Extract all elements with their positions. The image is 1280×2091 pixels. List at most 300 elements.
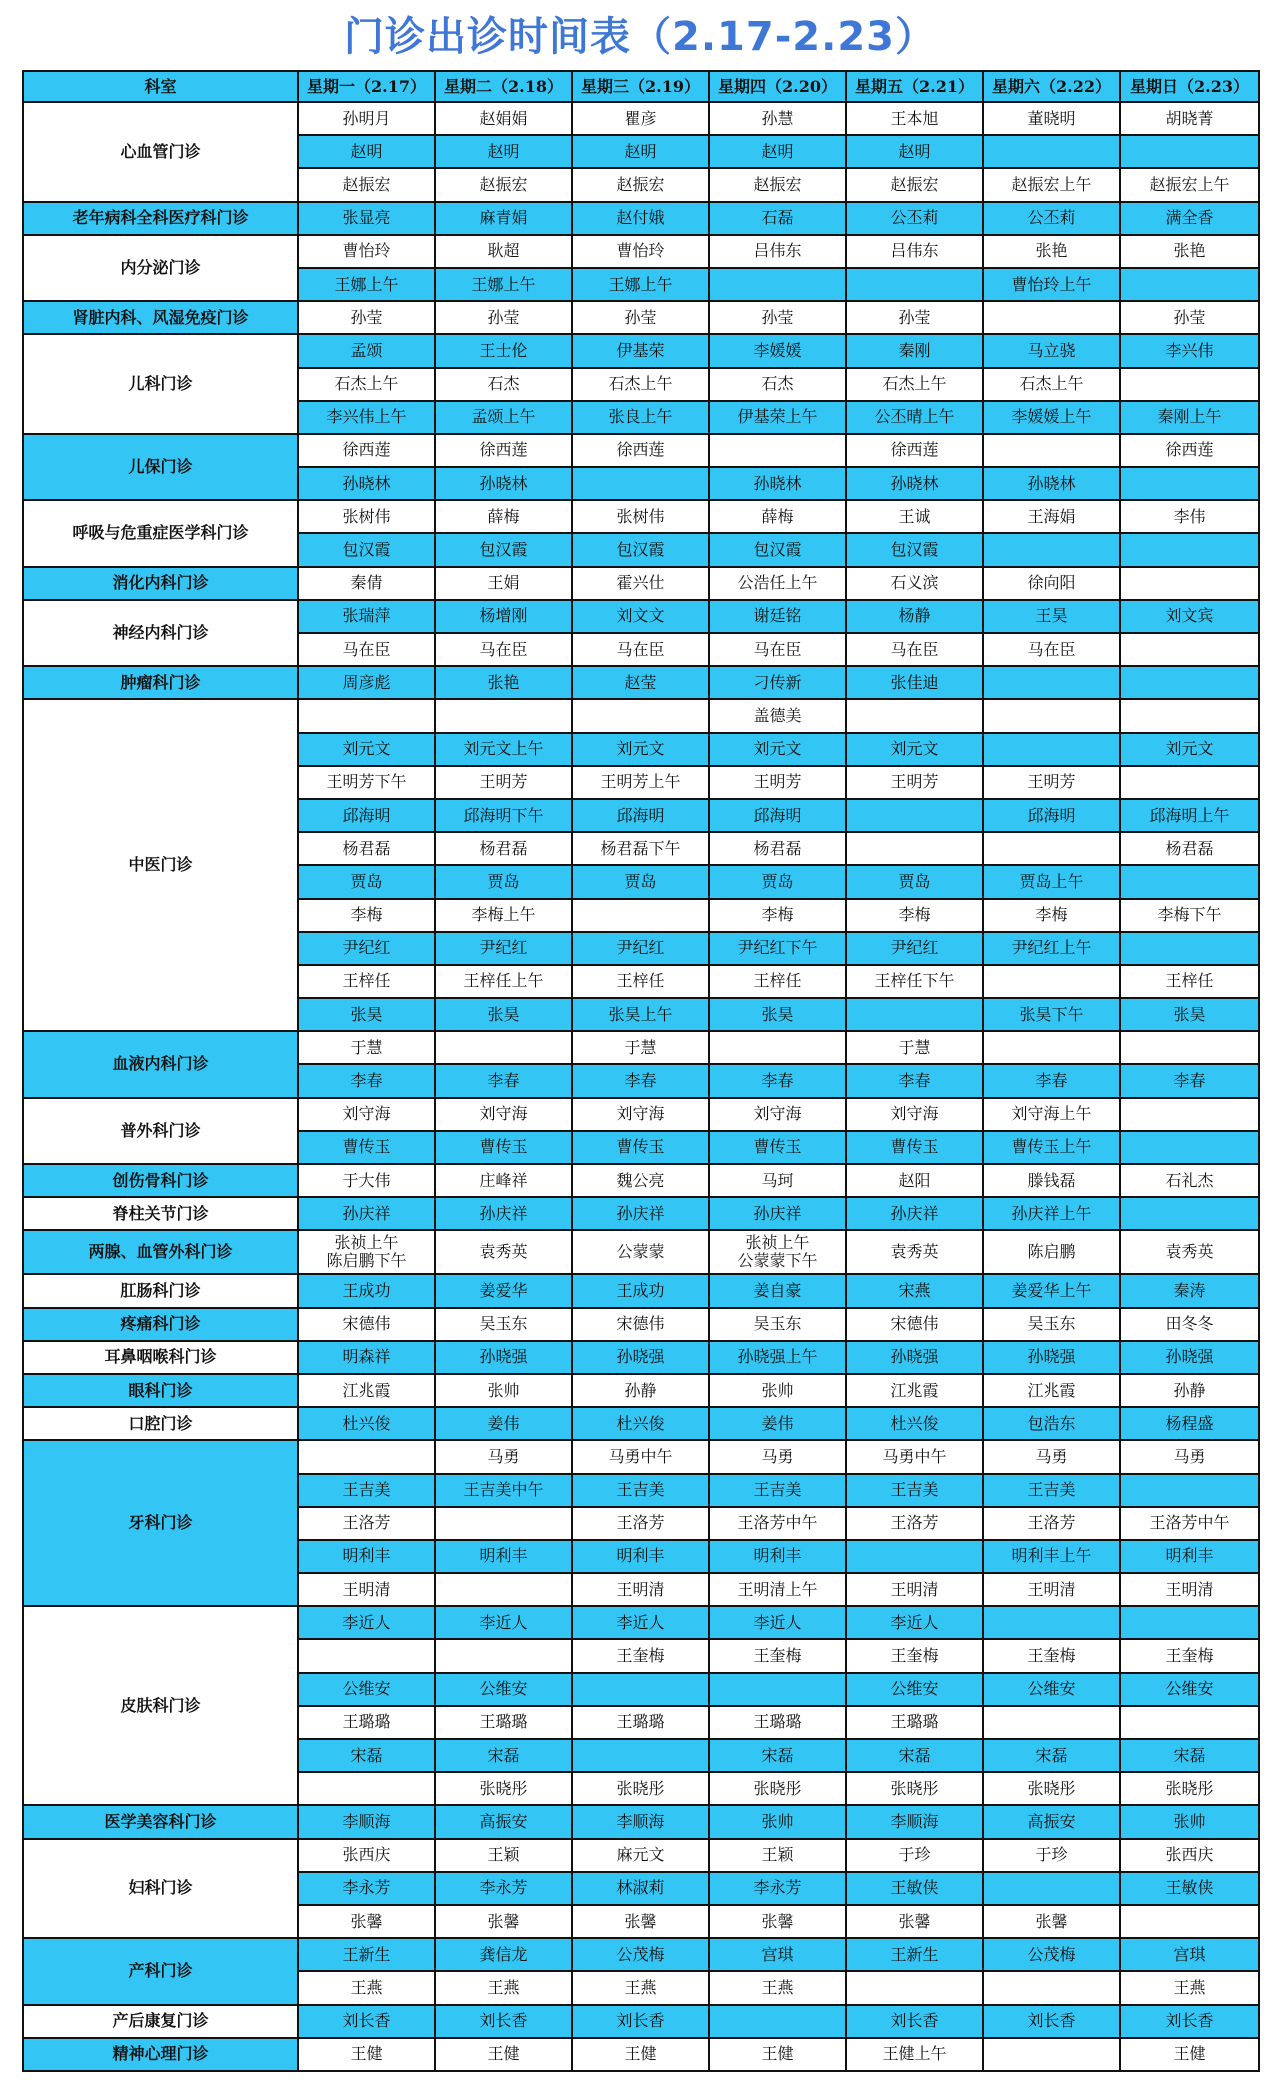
schedule-cell: 张显亮 xyxy=(298,202,435,235)
schedule-cell xyxy=(709,268,846,301)
schedule-cell: 孙莹 xyxy=(298,301,435,334)
schedule-cell: 王娜上午 xyxy=(435,268,572,301)
schedule-cell: 王明清 xyxy=(846,1573,983,1606)
schedule-cell: 李兴伟 xyxy=(1120,334,1259,367)
schedule-cell: 刘守海上午 xyxy=(983,1098,1120,1131)
schedule-cell: 明利丰 xyxy=(435,1540,572,1573)
schedule-cell: 宋磊 xyxy=(435,1739,572,1772)
schedule-cell: 刘文文 xyxy=(572,600,709,633)
schedule-cell: 王奎梅 xyxy=(983,1639,1120,1672)
schedule-cell: 尹纪红 xyxy=(298,932,435,965)
schedule-cell: 公茂梅 xyxy=(983,1938,1120,1971)
schedule-cell: 张昊上午 xyxy=(572,998,709,1031)
schedule-cell: 王昊 xyxy=(983,600,1120,633)
schedule-cell: 王娜上午 xyxy=(298,268,435,301)
schedule-cell xyxy=(435,699,572,732)
header-saturday: 星期六（2.22） xyxy=(983,71,1120,102)
schedule-cell: 宋德伟 xyxy=(298,1308,435,1341)
schedule-cell: 孙庆祥 xyxy=(709,1197,846,1230)
department-name: 疼痛科门诊 xyxy=(23,1308,298,1341)
schedule-cell: 邱海明 xyxy=(709,799,846,832)
schedule-cell: 于大伟 xyxy=(298,1164,435,1197)
schedule-cell: 王成功 xyxy=(572,1274,709,1307)
schedule-cell: 马在臣 xyxy=(709,633,846,666)
schedule-cell: 公维安 xyxy=(435,1673,572,1706)
schedule-cell: 张艳 xyxy=(983,235,1120,268)
schedule-cell: 邱海明上午 xyxy=(1120,799,1259,832)
schedule-cell: 赵振宏 xyxy=(298,168,435,201)
schedule-cell: 宋德伟 xyxy=(846,1308,983,1341)
schedule-cell: 石杰 xyxy=(435,368,572,401)
schedule-cell: 徐西莲 xyxy=(572,434,709,467)
schedule-cell: 王明芳上午 xyxy=(572,766,709,799)
header-monday: 星期一（2.17） xyxy=(298,71,435,102)
schedule-cell xyxy=(983,1606,1120,1639)
schedule-cell: 李梅上午 xyxy=(435,899,572,932)
header-wednesday: 星期三（2.19） xyxy=(572,71,709,102)
schedule-cell: 张帅 xyxy=(709,1805,846,1838)
schedule-cell: 谢廷铭 xyxy=(709,600,846,633)
schedule-cell: 刘长香 xyxy=(1120,2005,1259,2038)
schedule-cell: 包汉霞 xyxy=(298,533,435,566)
schedule-cell xyxy=(435,1573,572,1606)
schedule-cell: 于慧 xyxy=(298,1031,435,1064)
schedule-cell xyxy=(572,467,709,500)
schedule-cell: 明利丰 xyxy=(572,1540,709,1573)
schedule-cell: 王洛芳 xyxy=(298,1507,435,1540)
schedule-cell xyxy=(1120,1606,1259,1639)
schedule-cell: 杜兴俊 xyxy=(572,1407,709,1440)
schedule-cell: 宫琪 xyxy=(709,1938,846,1971)
schedule-cell: 孙庆祥上午 xyxy=(983,1197,1120,1230)
schedule-cell: 袁秀英 xyxy=(1120,1230,1259,1274)
schedule-cell: 孙庆祥 xyxy=(298,1197,435,1230)
schedule-cell: 石杰上午 xyxy=(983,368,1120,401)
table-row xyxy=(23,1440,1259,1473)
schedule-cell: 王璐璐 xyxy=(846,1706,983,1739)
schedule-cell xyxy=(1120,1131,1259,1164)
schedule-cell xyxy=(1120,1031,1259,1064)
schedule-cell: 张馨 xyxy=(709,1905,846,1938)
schedule-cell: 张晓彤 xyxy=(709,1772,846,1805)
schedule-cell xyxy=(1120,1474,1259,1507)
schedule-cell: 公丕莉 xyxy=(846,202,983,235)
schedule-cell: 麻青娟 xyxy=(435,202,572,235)
table-row xyxy=(23,1308,1259,1341)
department-name: 心血管门诊 xyxy=(23,102,298,202)
schedule-cell: 赵明 xyxy=(709,135,846,168)
schedule-cell xyxy=(1120,633,1259,666)
schedule-cell: 赵振宏 xyxy=(846,168,983,201)
schedule-cell xyxy=(983,965,1120,998)
department-name: 血液内科门诊 xyxy=(23,1031,298,1097)
schedule-cell: 李永芳 xyxy=(709,1872,846,1905)
schedule-cell: 石磊 xyxy=(709,202,846,235)
schedule-cell: 孟颂上午 xyxy=(435,401,572,434)
schedule-cell: 李春 xyxy=(1120,1064,1259,1097)
table-row xyxy=(23,1938,1259,1971)
schedule-cell xyxy=(1120,766,1259,799)
schedule-cell: 孙莹 xyxy=(572,301,709,334)
schedule-cell xyxy=(1120,368,1259,401)
schedule-cell: 赵明 xyxy=(435,135,572,168)
schedule-cell: 王明芳 xyxy=(846,766,983,799)
schedule-cell: 王敏侠 xyxy=(1120,1872,1259,1905)
schedule-cell: 李近人 xyxy=(435,1606,572,1639)
schedule-cell: 明利丰 xyxy=(298,1540,435,1573)
schedule-cell: 马珂 xyxy=(709,1164,846,1197)
schedule-cell: 公维安 xyxy=(983,1673,1120,1706)
schedule-cell: 王梓任上午 xyxy=(435,965,572,998)
schedule-cell: 王颖 xyxy=(709,1839,846,1872)
schedule-cell: 张良上午 xyxy=(572,401,709,434)
schedule-cell: 公维安 xyxy=(846,1673,983,1706)
schedule-cell: 赵付娥 xyxy=(572,202,709,235)
schedule-cell xyxy=(298,1772,435,1805)
schedule-cell: 李春 xyxy=(983,1064,1120,1097)
schedule-cell xyxy=(846,268,983,301)
schedule-cell xyxy=(983,1706,1120,1739)
schedule-cell: 李永芳 xyxy=(298,1872,435,1905)
schedule-cell: 孙晓林 xyxy=(709,467,846,500)
schedule-cell: 张馨 xyxy=(572,1905,709,1938)
table-row xyxy=(23,600,1259,633)
table-row xyxy=(23,1274,1259,1307)
schedule-cell: 林淑莉 xyxy=(572,1872,709,1905)
schedule-cell xyxy=(298,1440,435,1473)
schedule-cell xyxy=(1120,533,1259,566)
schedule-cell xyxy=(1120,135,1259,168)
schedule-cell: 王洛芳 xyxy=(572,1507,709,1540)
schedule-cell: 王新生 xyxy=(846,1938,983,1971)
schedule-cell: 马在臣 xyxy=(572,633,709,666)
schedule-cell xyxy=(983,1872,1120,1905)
department-name: 耳鼻咽喉科门诊 xyxy=(23,1341,298,1374)
schedule-cell: 赵莹 xyxy=(572,666,709,699)
schedule-cell: 包汉霞 xyxy=(435,533,572,566)
schedule-cell xyxy=(983,135,1120,168)
schedule-cell: 李兴伟上午 xyxy=(298,401,435,434)
schedule-cell: 王奎梅 xyxy=(572,1639,709,1672)
schedule-cell: 秦涛 xyxy=(1120,1274,1259,1307)
schedule-cell xyxy=(983,666,1120,699)
schedule-cell: 孙庆祥 xyxy=(435,1197,572,1230)
schedule-cell: 王奎梅 xyxy=(709,1639,846,1672)
schedule-cell: 张馨 xyxy=(298,1905,435,1938)
page-title: 门诊出诊时间表（2.17-2.23） xyxy=(344,14,936,60)
schedule-cell xyxy=(983,434,1120,467)
schedule-cell: 孙静 xyxy=(1120,1374,1259,1407)
schedule-cell: 张树伟 xyxy=(572,500,709,533)
schedule-cell: 王明芳 xyxy=(435,766,572,799)
schedule-cell: 王明清 xyxy=(298,1573,435,1606)
schedule-cell: 耿超 xyxy=(435,235,572,268)
schedule-cell xyxy=(1120,932,1259,965)
schedule-cell: 麻元文 xyxy=(572,1839,709,1872)
schedule-cell xyxy=(846,1971,983,2004)
schedule-cell: 江兆霞 xyxy=(983,1374,1120,1407)
schedule-cell: 李媛媛上午 xyxy=(983,401,1120,434)
schedule-cell: 王梓任 xyxy=(1120,965,1259,998)
schedule-cell xyxy=(846,799,983,832)
schedule-cell: 袁秀英 xyxy=(846,1230,983,1274)
schedule-cell: 张昊 xyxy=(1120,998,1259,1031)
schedule-cell: 张艳 xyxy=(435,666,572,699)
schedule-cell: 王燕 xyxy=(298,1971,435,2004)
table-row xyxy=(23,1341,1259,1374)
table-row xyxy=(23,2005,1259,2038)
schedule-cell xyxy=(572,899,709,932)
schedule-cell: 刘守海 xyxy=(846,1098,983,1131)
schedule-cell xyxy=(298,699,435,732)
schedule-cell: 徐向阳 xyxy=(983,567,1120,600)
schedule-cell: 王燕 xyxy=(709,1971,846,2004)
schedule-cell: 邱海明 xyxy=(983,799,1120,832)
schedule-cell: 王洛芳中午 xyxy=(1120,1507,1259,1540)
header-friday: 星期五（2.21） xyxy=(846,71,983,102)
schedule-cell: 孙明月 xyxy=(298,102,435,135)
schedule-cell: 宋燕 xyxy=(846,1274,983,1307)
schedule-cell: 石义滨 xyxy=(846,567,983,600)
schedule-cell: 杜兴俊 xyxy=(298,1407,435,1440)
schedule-cell: 邱海明下午 xyxy=(435,799,572,832)
schedule-cell: 李顺海 xyxy=(298,1805,435,1838)
schedule-cell: 姜伟 xyxy=(435,1407,572,1440)
schedule-cell: 张昊 xyxy=(435,998,572,1031)
schedule-cell: 马勇中午 xyxy=(572,1440,709,1473)
schedule-cell xyxy=(983,699,1120,732)
schedule-cell: 贾岛 xyxy=(709,865,846,898)
schedule-table xyxy=(22,70,1260,2072)
schedule-cell: 徐西莲 xyxy=(846,434,983,467)
header-row xyxy=(23,71,1259,102)
schedule-cell: 刘长香 xyxy=(846,2005,983,2038)
schedule-cell: 邱海明 xyxy=(298,799,435,832)
schedule-cell: 张馨 xyxy=(983,1905,1120,1938)
schedule-cell: 王吉美 xyxy=(572,1474,709,1507)
schedule-cell: 于珍 xyxy=(846,1839,983,1872)
schedule-cell xyxy=(1120,467,1259,500)
schedule-cell: 吕伟东 xyxy=(709,235,846,268)
table-row xyxy=(23,666,1259,699)
schedule-cell: 公维安 xyxy=(298,1673,435,1706)
schedule-cell: 赵阳 xyxy=(846,1164,983,1197)
schedule-cell: 魏公亮 xyxy=(572,1164,709,1197)
schedule-cell: 孙静 xyxy=(572,1374,709,1407)
schedule-cell: 刘守海 xyxy=(298,1098,435,1131)
department-name: 两腺、血管外科门诊 xyxy=(23,1230,298,1274)
schedule-cell: 杨程盛 xyxy=(1120,1407,1259,1440)
schedule-cell: 李媛媛 xyxy=(709,334,846,367)
schedule-cell: 高振安 xyxy=(983,1805,1120,1838)
schedule-cell: 包汉霞 xyxy=(846,533,983,566)
schedule-cell: 张树伟 xyxy=(298,500,435,533)
schedule-cell: 尹纪红 xyxy=(572,932,709,965)
schedule-cell: 张祯上午 公蒙蒙下午 xyxy=(709,1230,846,1274)
schedule-cell: 马勇 xyxy=(1120,1440,1259,1473)
schedule-cell xyxy=(983,832,1120,865)
schedule-cell: 瞿彦 xyxy=(572,102,709,135)
table-row xyxy=(23,235,1259,268)
department-name: 普外科门诊 xyxy=(23,1098,298,1164)
schedule-cell: 刘长香 xyxy=(572,2005,709,2038)
schedule-cell: 曹怡玲上午 xyxy=(983,268,1120,301)
schedule-cell: 王梓任下午 xyxy=(846,965,983,998)
schedule-cell: 王璐璐 xyxy=(435,1706,572,1739)
schedule-cell: 吴玉东 xyxy=(709,1308,846,1341)
schedule-cell xyxy=(983,2038,1120,2071)
table-row xyxy=(23,334,1259,367)
schedule-cell xyxy=(846,832,983,865)
schedule-cell: 张艳 xyxy=(1120,235,1259,268)
schedule-cell: 马勇 xyxy=(709,1440,846,1473)
schedule-cell: 马勇 xyxy=(983,1440,1120,1473)
schedule-cell: 杨增刚 xyxy=(435,600,572,633)
schedule-cell: 马在臣 xyxy=(983,633,1120,666)
schedule-cell: 刘元文 xyxy=(709,733,846,766)
schedule-cell: 宋磊 xyxy=(846,1739,983,1772)
schedule-cell: 王明芳 xyxy=(983,766,1120,799)
schedule-cell: 刘文宾 xyxy=(1120,600,1259,633)
schedule-cell: 赵振宏上午 xyxy=(983,168,1120,201)
schedule-cell: 赵振宏 xyxy=(572,168,709,201)
schedule-cell: 吴玉东 xyxy=(435,1308,572,1341)
department-name: 眼科门诊 xyxy=(23,1374,298,1407)
schedule-cell: 孙庆祥 xyxy=(846,1197,983,1230)
schedule-cell: 王明芳 xyxy=(709,766,846,799)
schedule-cell: 杨君磊 xyxy=(298,832,435,865)
schedule-cell: 孙晓林 xyxy=(983,467,1120,500)
schedule-cell: 王明芳下午 xyxy=(298,766,435,799)
department-name: 产科门诊 xyxy=(23,1938,298,2004)
schedule-cell: 姜爱华上午 xyxy=(983,1274,1120,1307)
schedule-cell xyxy=(846,699,983,732)
schedule-cell: 王梓任 xyxy=(298,965,435,998)
schedule-cell: 公丕晴上午 xyxy=(846,401,983,434)
schedule-cell: 明利丰 xyxy=(1120,1540,1259,1573)
schedule-cell: 张馨 xyxy=(435,1905,572,1938)
schedule-cell: 孙晓强上午 xyxy=(709,1341,846,1374)
schedule-cell xyxy=(1120,1905,1259,1938)
schedule-cell: 赵娟娟 xyxy=(435,102,572,135)
table-row xyxy=(23,1164,1259,1197)
schedule-cell: 马勇中午 xyxy=(846,1440,983,1473)
schedule-cell: 尹纪红 xyxy=(435,932,572,965)
department-name: 老年病科全科医疗科门诊 xyxy=(23,202,298,235)
schedule-cell xyxy=(572,1739,709,1772)
schedule-cell: 包汉霞 xyxy=(572,533,709,566)
schedule-cell xyxy=(435,1031,572,1064)
schedule-cell: 曹传玉上午 xyxy=(983,1131,1120,1164)
schedule-cell: 李近人 xyxy=(572,1606,709,1639)
table-row xyxy=(23,500,1259,533)
schedule-cell: 王奎梅 xyxy=(1120,1639,1259,1672)
schedule-cell xyxy=(1120,567,1259,600)
schedule-cell: 徐西莲 xyxy=(298,434,435,467)
schedule-cell: 满全香 xyxy=(1120,202,1259,235)
schedule-cell: 曹传玉 xyxy=(572,1131,709,1164)
schedule-body xyxy=(23,102,1259,2071)
schedule-cell: 公浩任上午 xyxy=(709,567,846,600)
table-row xyxy=(23,301,1259,334)
schedule-cell: 李梅 xyxy=(298,899,435,932)
schedule-cell: 张晓彤 xyxy=(572,1772,709,1805)
schedule-cell: 孙庆祥 xyxy=(572,1197,709,1230)
schedule-cell xyxy=(1120,865,1259,898)
schedule-cell xyxy=(1120,1197,1259,1230)
schedule-cell: 高振安 xyxy=(435,1805,572,1838)
schedule-cell xyxy=(1120,268,1259,301)
schedule-cell: 曹传玉 xyxy=(846,1131,983,1164)
department-name: 妇科门诊 xyxy=(23,1839,298,1939)
schedule-cell: 赵明 xyxy=(572,135,709,168)
schedule-cell: 王诚 xyxy=(846,500,983,533)
schedule-cell: 石礼杰 xyxy=(1120,1164,1259,1197)
header-sunday: 星期日（2.23） xyxy=(1120,71,1259,102)
schedule-cell: 王璐璐 xyxy=(572,1706,709,1739)
schedule-cell: 于慧 xyxy=(572,1031,709,1064)
schedule-cell xyxy=(709,434,846,467)
schedule-cell: 王明清 xyxy=(1120,1573,1259,1606)
schedule-cell: 王吉美 xyxy=(846,1474,983,1507)
table-row xyxy=(23,1098,1259,1131)
schedule-cell: 刘元文 xyxy=(1120,733,1259,766)
schedule-cell xyxy=(1120,666,1259,699)
schedule-cell: 徐西莲 xyxy=(1120,434,1259,467)
schedule-cell: 孙莹 xyxy=(846,301,983,334)
schedule-cell: 姜伟 xyxy=(709,1407,846,1440)
schedule-cell: 张西庆 xyxy=(298,1839,435,1872)
table-row xyxy=(23,1839,1259,1872)
schedule-cell: 马勇 xyxy=(435,1440,572,1473)
schedule-cell: 刘元文 xyxy=(572,733,709,766)
table-row xyxy=(23,1407,1259,1440)
schedule-cell: 王燕 xyxy=(435,1971,572,2004)
schedule-cell: 张帅 xyxy=(709,1374,846,1407)
schedule-cell: 孙莹 xyxy=(435,301,572,334)
department-name: 肿瘤科门诊 xyxy=(23,666,298,699)
schedule-cell: 李近人 xyxy=(846,1606,983,1639)
schedule-cell: 张馨 xyxy=(846,1905,983,1938)
schedule-cell: 李近人 xyxy=(709,1606,846,1639)
department-name: 肛肠科门诊 xyxy=(23,1274,298,1307)
schedule-cell: 胡晓菁 xyxy=(1120,102,1259,135)
schedule-cell: 张晓彤 xyxy=(846,1772,983,1805)
schedule-cell: 刁传新 xyxy=(709,666,846,699)
schedule-cell: 刘守海 xyxy=(572,1098,709,1131)
department-name: 产后康复门诊 xyxy=(23,2005,298,2038)
schedule-cell: 孙慧 xyxy=(709,102,846,135)
schedule-cell: 张昊 xyxy=(298,998,435,1031)
header-thursday: 星期四（2.20） xyxy=(709,71,846,102)
schedule-cell: 石杰上午 xyxy=(298,368,435,401)
schedule-cell: 王吉美 xyxy=(298,1474,435,1507)
schedule-cell: 李梅 xyxy=(846,899,983,932)
schedule-cell xyxy=(572,699,709,732)
schedule-cell: 张昊 xyxy=(709,998,846,1031)
schedule-cell: 公茂梅 xyxy=(572,1938,709,1971)
schedule-cell: 王吉美中午 xyxy=(435,1474,572,1507)
schedule-cell: 王璐璐 xyxy=(298,1706,435,1739)
schedule-cell: 杨君磊 xyxy=(709,832,846,865)
schedule-cell: 刘长香 xyxy=(983,2005,1120,2038)
header-department: 科室 xyxy=(23,71,298,102)
table-row xyxy=(23,567,1259,600)
schedule-cell: 薛梅 xyxy=(709,500,846,533)
schedule-cell: 秦刚上午 xyxy=(1120,401,1259,434)
schedule-cell: 王本旭 xyxy=(846,102,983,135)
schedule-cell: 李近人 xyxy=(298,1606,435,1639)
